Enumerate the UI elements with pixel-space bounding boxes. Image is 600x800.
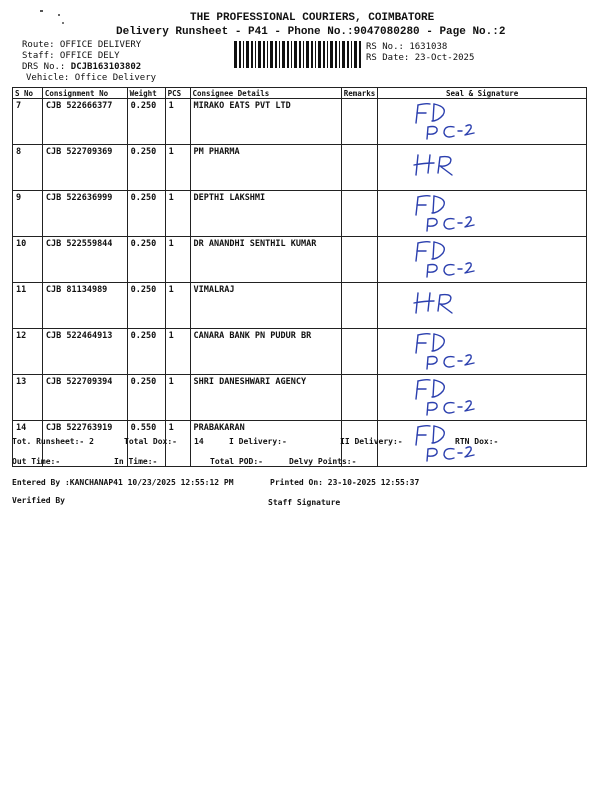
cell-weight: 0.250 [127, 375, 165, 421]
cell-remarks [341, 145, 378, 191]
handwritten-signature [408, 285, 498, 325]
barcode-bar [291, 41, 292, 68]
barcode-bar [315, 41, 316, 68]
col-header-consignee: Consignee Details [190, 88, 341, 99]
cell-signature [378, 145, 587, 191]
cell-signature [378, 99, 587, 145]
entered-by: Entered By :KANCHANAP41 10/23/2025 12:55:12 PM [12, 478, 234, 487]
barcode-bar [267, 41, 268, 68]
table-row [13, 237, 587, 283]
barcode-bar [323, 41, 325, 68]
barcode-bar [327, 41, 328, 68]
handwritten-signature [408, 193, 498, 233]
cell-consignee: DR ANANDHI SENTHIL KUMAR [190, 237, 341, 283]
cell-sno: 9 [13, 191, 43, 237]
cell-consignment: CJB 522763919 [42, 421, 127, 467]
drs-value: DCJB163103802 [70, 62, 142, 72]
in-time: In Time:- [114, 457, 158, 466]
cell-weight: 0.250 [127, 191, 165, 237]
rtn-dox: RTN Dox:- [455, 437, 499, 446]
handwritten-signature [408, 331, 498, 371]
barcode-image [234, 41, 362, 68]
drs-number [22, 62, 141, 72]
barcode-bar [354, 41, 357, 68]
table-row [13, 375, 587, 421]
cell-consignee: DEPTHI LAKSHMI [190, 191, 341, 237]
table-row [13, 99, 587, 145]
total-dox-value: 14 [194, 437, 204, 446]
cell-signature [378, 375, 587, 421]
table-row [13, 329, 587, 375]
scan-speckle [58, 14, 60, 16]
table-header-row [13, 88, 587, 99]
col-header-remarks: Remarks [341, 88, 378, 99]
cell-pcs: 1 [165, 283, 190, 329]
barcode-bar [282, 41, 285, 68]
handwritten-signature [408, 101, 498, 141]
cell-sno: 13 [13, 375, 43, 421]
barcode-bar [270, 41, 273, 68]
cell-consignment: CJB 522636999 [42, 191, 127, 237]
i-delivery: I Delivery:- [229, 437, 287, 446]
cell-consignment: CJB 522666377 [42, 99, 127, 145]
handwritten-signature [408, 377, 498, 417]
cell-consignment: CJB 81134989 [42, 283, 127, 329]
col-header-signature: Seal & Signature [378, 88, 587, 99]
total-pod: Total POD:- [210, 457, 263, 466]
barcode-bar [263, 41, 265, 68]
cell-weight: 0.250 [127, 99, 165, 145]
route-text: Route: OFFICE DELIVERY [22, 40, 142, 50]
table-row [13, 191, 587, 237]
cell-consignment: CJB 522559844 [42, 237, 127, 283]
scan-speckle [62, 22, 64, 24]
cell-remarks [341, 283, 378, 329]
cell-sno: 12 [13, 329, 43, 375]
cell-consignee: MIRAKO EATS PVT LTD [190, 99, 341, 145]
barcode-bar [311, 41, 313, 68]
cell-remarks [341, 237, 378, 283]
cell-signature [378, 283, 587, 329]
barcode-bar [347, 41, 349, 68]
cell-sno: 10 [13, 237, 43, 283]
table-row [13, 283, 587, 329]
barcode-bar [251, 41, 253, 68]
barcode-bar [342, 41, 345, 68]
cell-consignment: CJB 522464913 [42, 329, 127, 375]
runsheet-title: Delivery Runsheet - P41 - Phone No.:9047080280 - Page No.:2 [116, 26, 506, 38]
barcode-bar [255, 41, 256, 68]
barcode-bar [243, 41, 244, 68]
barcode-bar [275, 41, 277, 68]
cell-remarks [341, 329, 378, 375]
barcode-bar [299, 41, 301, 68]
col-header-pcs: PCS [165, 88, 190, 99]
cell-weight: 0.250 [127, 283, 165, 329]
barcode-bar [287, 41, 289, 68]
cell-sno: 7 [13, 99, 43, 145]
verified-by: Verified By [12, 496, 65, 505]
col-header-consignment: Consignment No [42, 88, 127, 99]
barcode-bar [258, 41, 261, 68]
vehicle-text: Vehicle: Office Delivery [26, 73, 157, 83]
handwritten-signature [408, 147, 498, 187]
cell-consignment: CJB 522709394 [42, 375, 127, 421]
barcode-bar [335, 41, 337, 68]
scan-speckle [40, 10, 43, 12]
barcode-bar [246, 41, 249, 68]
cell-consignee: SHRI DANESHWARI AGENCY [190, 375, 341, 421]
barcode-bar [318, 41, 321, 68]
cell-pcs: 1 [165, 145, 190, 191]
printed-on: Printed On: 23-10-2025 12:55:37 [270, 478, 420, 487]
barcode-bar [239, 41, 241, 68]
cell-weight: 0.250 [127, 329, 165, 375]
barcode-bar [306, 41, 309, 68]
total-dox-label: Total Dox:- [124, 437, 177, 446]
cell-sno: 11 [13, 283, 43, 329]
cell-pcs: 1 [165, 375, 190, 421]
runsheet-table [12, 87, 587, 467]
ii-delivery: II Delivery:- [340, 437, 403, 446]
cell-sno: 14 [13, 421, 43, 467]
barcode-bar [330, 41, 333, 68]
cell-consignee: VIMALRAJ [190, 283, 341, 329]
cell-sno: 8 [13, 145, 43, 191]
rs-date: RS Date: 23-Oct-2025 [366, 53, 475, 63]
cell-weight: 0.250 [127, 237, 165, 283]
barcode-bar [351, 41, 352, 68]
cell-consignment: CJB 522709369 [42, 145, 127, 191]
cell-pcs: 1 [165, 191, 190, 237]
staff-signature: Staff Signature [268, 498, 341, 507]
barcode-bar [294, 41, 297, 68]
delvy-points: Delvy Points:- [289, 457, 357, 466]
cell-pcs: 1 [165, 421, 190, 467]
cell-signature [378, 329, 587, 375]
cell-pcs: 1 [165, 237, 190, 283]
cell-pcs: 1 [165, 329, 190, 375]
cell-remarks [341, 99, 378, 145]
col-header-weight: Weight [127, 88, 165, 99]
table-row [13, 145, 587, 191]
cell-remarks [341, 191, 378, 237]
col-header-sno: S No [13, 88, 43, 99]
company-title: THE PROFESSIONAL COURIERS, COIMBATORE [190, 12, 435, 24]
handwritten-signature [408, 239, 498, 279]
drs-label: DRS No.: [22, 62, 66, 72]
cell-weight: 0.550 [127, 421, 165, 467]
cell-weight: 0.250 [127, 145, 165, 191]
cell-consignee: PM PHARMA [190, 145, 341, 191]
out-time: Out Time:- [12, 457, 61, 466]
cell-remarks [341, 375, 378, 421]
cell-signature [378, 237, 587, 283]
staff-text: Staff: OFFICE DELY [22, 51, 120, 61]
barcode-bar [279, 41, 280, 68]
cell-consignee: PRABAKARAN [190, 421, 341, 467]
tot-runsheet: Tot. Runsheet:- 2 [12, 437, 94, 446]
cell-signature [378, 191, 587, 237]
barcode-bar [303, 41, 304, 68]
cell-consignee: CANARA BANK PN PUDUR BR [190, 329, 341, 375]
barcode-bar [359, 41, 361, 68]
cell-pcs: 1 [165, 99, 190, 145]
rs-number: RS No.: 1631038 [366, 42, 448, 52]
barcode-bar [339, 41, 340, 68]
barcode-bar [234, 41, 237, 68]
